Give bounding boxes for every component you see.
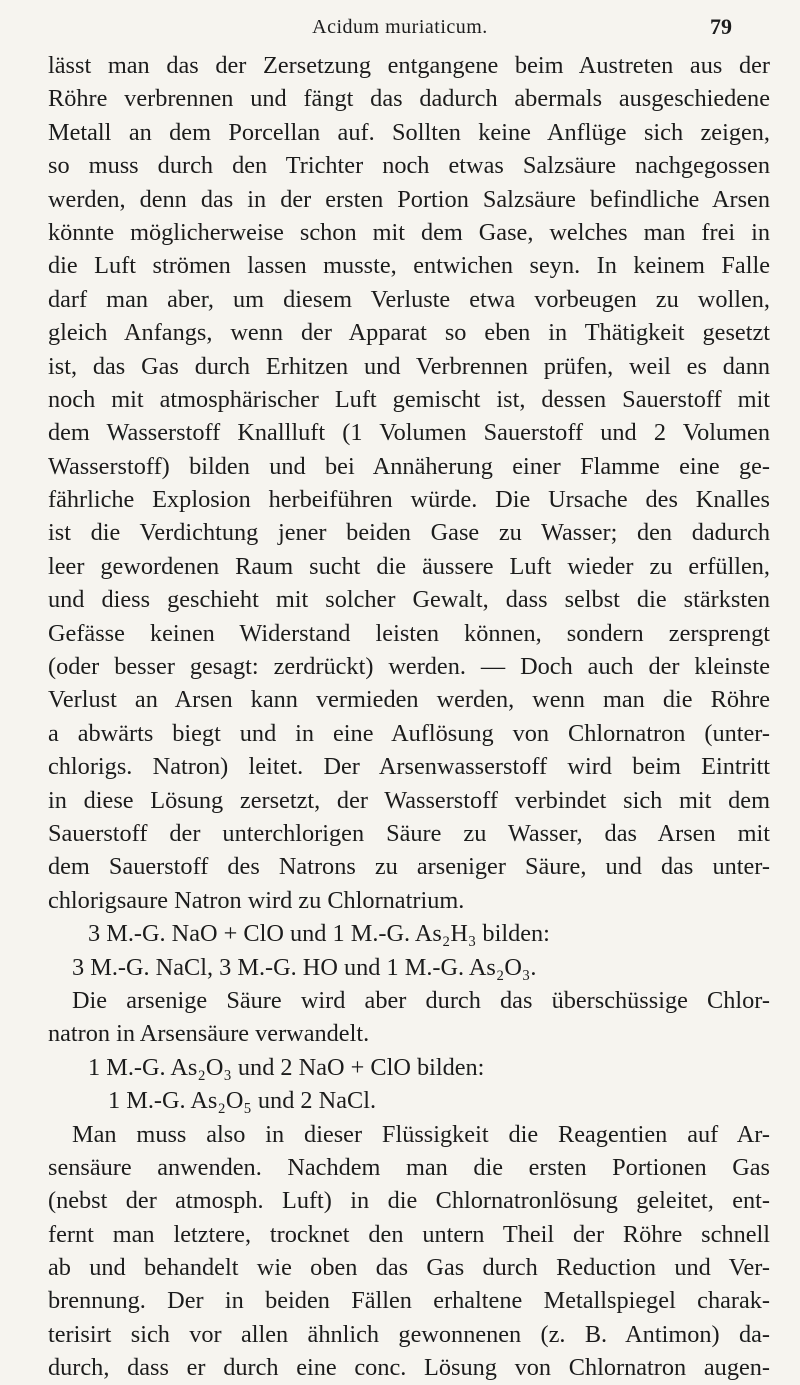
text-line: Man muss also in dieser Flüssigkeit die Reagentien auf Ar- (72, 1120, 770, 1148)
text-line: ist die Verdichtung jener beiden Gase zu Wasser; den dadurch (48, 519, 770, 547)
formula-line: 1 M.-G. As₂O₃ und 2 NaO + ClO bilden: (88, 1053, 485, 1081)
text-line: durch, dass er durch eine conc. Lösung von Chlornatron augen- (48, 1354, 770, 1382)
text-line: chlorigsaure Natron wird zu Chlornatrium. (48, 886, 465, 914)
text-line: gleich Anfangs, wenn der Apparat so eben in Thätigkeit gesetzt (48, 319, 770, 347)
text-line: dem Wasserstoff Knallluft (1 Volumen Sauerstoff und 2 Volumen (48, 419, 770, 447)
text-line: lässt man das der Zersetzung entgangene beim Austreten aus der (48, 52, 770, 79)
text-line: dem Sauerstoff des Natrons zu arseniger Säure, und das unter- (48, 853, 770, 881)
text-line: Gefässe keinen Widerstand leisten können, sondern zersprengt (48, 619, 770, 647)
text-line: fährliche Explosion herbeiführen würde. Die Ursache des Knalles (48, 486, 770, 514)
text-line: terisirt sich vor allen ähnlich gewonnenen (z. B. Antimon) da- (48, 1320, 770, 1348)
text-line: chlorigs. Natron) leitet. Der Arsenwasserstoff wird beim Eintritt (48, 753, 770, 781)
text-line: leer gewordenen Raum sucht die äussere Luft wieder zu erfüllen, (48, 552, 770, 580)
text-line: (oder besser gesagt: zerdrückt) werden. — Doch auch der kleinste (48, 653, 770, 681)
text-line: brennung. Der in beiden Fällen erhaltene Metallspiegel charak- (48, 1287, 770, 1315)
text-line: sensäure anwenden. Nachdem man die ersten Portionen Gas (48, 1153, 770, 1181)
text-line: noch mit atmosphärischer Luft gemischt ist, dessen Sauerstoff mit (48, 385, 770, 413)
running-header (0, 12, 800, 44)
text-line: Sauerstoff der unterchlorigen Säure zu Wasser, das Arsen mit (48, 819, 770, 847)
formula-line: 1 M.-G. As₂O₅ und 2 NaCl. (108, 1087, 377, 1115)
text-line: fernt man letztere, trocknet den untern Theil der Röhre schnell (48, 1220, 770, 1248)
formula-line: 3 M.-G. NaCl, 3 M.-G. HO und 1 M.-G. As₂O₃. (72, 953, 537, 981)
text-line: Wasserstoff) bilden und bei Annäherung einer Flamme eine ge- (48, 452, 770, 480)
body-text (48, 49, 770, 1385)
text-line: und diess geschieht mit solcher Gewalt, dass selbst die stärksten (48, 586, 770, 614)
text-line: Röhre verbrennen und fängt das dadurch abermals ausgeschiedene (48, 85, 770, 113)
text-line: Metall an dem Porcellan auf. Sollten keine Anflüge sich zeigen, (48, 118, 770, 146)
header-title: Acidum muriaticum. (312, 16, 488, 38)
text-line: so muss durch den Trichter noch etwas Salzsäure nachgegossen (48, 152, 770, 180)
text-line: natron in Arsensäure verwandelt. (48, 1020, 370, 1048)
text-line: die Luft strömen lassen musste, entwichen seyn. In keinem Falle (48, 252, 770, 280)
formula-line: 3 M.-G. NaO + ClO und 1 M.-G. As₂H₃ bilden: (88, 920, 550, 948)
text-line: darf man aber, um diesem Verluste etwa vorbeugen zu wollen, (48, 285, 770, 313)
text-line: a abwärts biegt und in eine Auflösung von Chlornatron (unter- (48, 719, 770, 747)
text-line: Die arsenige Säure wird aber durch das überschüssige Chlor- (72, 986, 770, 1014)
text-line: (nebst der atmosph. Luft) in die Chlornatronlösung geleitet, ent- (48, 1187, 770, 1215)
text-line: werden, denn das in der ersten Portion Salzsäure befindliche Arsen (48, 185, 770, 213)
text-line: in diese Lösung zersetzt, der Wasserstoff verbindet sich mit dem (48, 786, 770, 814)
text-line: ab und behandelt wie oben das Gas durch Reduction und Ver- (48, 1254, 770, 1282)
text-line: Verlust an Arsen kann vermieden werden, wenn man die Röhre (48, 686, 770, 714)
text-line: ist, das Gas durch Erhitzen und Verbrennen prüfen, weil es dann (48, 352, 770, 380)
text-line: könnte möglicherweise schon mit dem Gase, welches man frei in (48, 218, 770, 246)
page-number: 79 (710, 14, 732, 39)
